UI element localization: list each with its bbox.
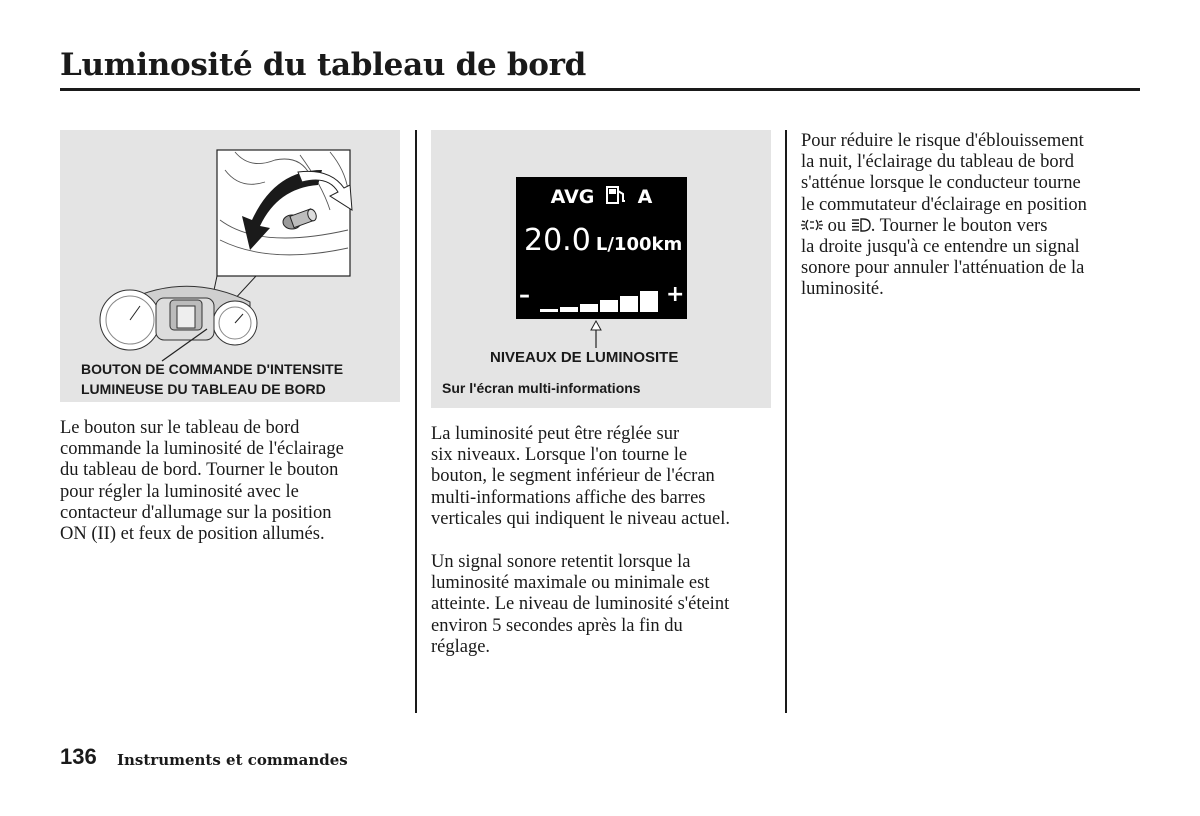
text-line: commande la luminosité de l'éclairage [60,439,344,460]
middle-column-text-1 [431,424,730,530]
caption-line-1: BOUTON DE COMMANDE D'INTENSITE [81,361,344,377]
brightness-bars [516,282,687,317]
text-line: atteinte. Le niveau de luminosité s'éteint [431,594,730,615]
title-rule [60,88,1140,91]
brightness-bar [540,309,558,312]
text-line: le commutateur d'éclairage en position [801,194,1087,215]
multi-info-display [516,177,687,319]
middle-column-text-2 [431,552,729,658]
text-line: la droite jusqu'à ce entendre un signal [801,237,1080,258]
section-label: Instruments et commandes [117,751,348,769]
text-line [801,216,1087,237]
display-caption: Sur l'écran multi-informations [442,380,641,396]
dashboard-figure [60,130,400,402]
page-number: 136 [60,744,97,769]
knob-inset-frame [217,150,350,276]
text-line: du tableau de bord. Tourner le bouton [60,460,339,481]
text-line: sonore pour annuler l'atténuation de la [801,258,1085,279]
text-line: multi-informations affiche des barres [431,487,706,508]
brightness-levels-label: NIVEAUX DE LUMINOSITE [490,349,679,366]
avg-label: AVG [550,186,595,208]
text-line: bouton, le segment inférieur de l'écran [431,466,715,487]
text-line: verticales qui indiquent le niveau actuel. [431,508,730,529]
text-line: ON (II) et feux de position allumés. [60,524,325,545]
text-line: contacteur d'allumage sur la position [60,502,332,523]
instrument-cluster-icon [100,286,257,350]
brightness-bar [560,307,578,312]
fuel-pump-icon [605,185,627,210]
column-divider-right [785,130,787,713]
fuel-unit: L/100km [595,234,683,255]
brightness-bar [600,300,618,312]
level-pointer-arrow-icon [586,320,606,350]
minus-symbol: – [519,283,530,308]
text-line: luminosité maximale ou minimale est [431,573,710,594]
caption-line-2: LUMINEUSE DU TABLEAU DE BORD [81,381,326,397]
brightness-bar [640,291,658,312]
text-line: Un signal sonore retentit lorsque la [431,552,691,572]
text-line: Le bouton sur le tableau de bord [60,418,300,438]
page-title: Luminosité du tableau de bord [60,47,587,83]
trip-mode-label: A [637,186,653,208]
brightness-bar [580,304,598,312]
text-line: environ 5 secondes après la fin du [431,615,683,636]
plus-symbol: + [666,282,685,307]
brightness-bar [620,296,638,312]
left-column-text [60,418,344,545]
text-line: Pour réduire le risque d'éblouissement [801,131,1084,151]
text-line: réglage. [431,636,491,657]
text-line: six niveaux. Lorsque l'on tourne le [431,445,688,466]
text-line: luminosité. [801,279,884,300]
text-fragment: ou [823,215,851,236]
text-line: pour régler la luminosité avec le [60,481,299,502]
fuel-value: 20.0 [524,223,591,258]
text-fragment: . Tourner le bouton vers [870,215,1048,236]
headlights-icon [851,217,871,233]
parking-lights-icon [801,217,823,233]
text-line: La luminosité peut être réglée sur [431,424,680,444]
text-line: s'atténue lorsque le conducteur tourne [801,173,1081,194]
display-figure [431,130,771,408]
right-column-text [801,131,1087,301]
text-line: la nuit, l'éclairage du tableau de bord [801,152,1075,173]
column-divider-left [415,130,417,713]
